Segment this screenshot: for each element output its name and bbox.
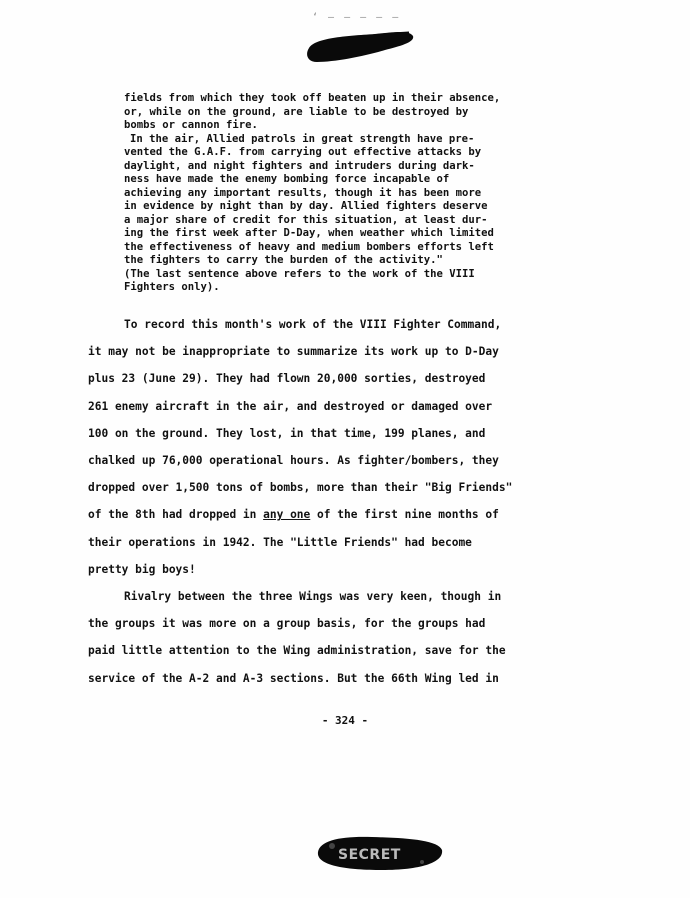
redaction-mark bbox=[305, 28, 415, 66]
quote-line: bombs or cannon fire. bbox=[124, 119, 258, 131]
quote-line: vented the G.A.F. from carrying out effective attacks by bbox=[124, 146, 482, 158]
quote-line: ing the first week after D-Day, when weather which limited bbox=[124, 227, 494, 239]
paragraph-line: dropped over 1,500 tons of bombs, more than their "Big Friends" bbox=[88, 481, 513, 495]
quote-line: ness have made the enemy bombing force incapable of bbox=[124, 173, 450, 185]
paragraph-line: 261 enemy aircraft in the air, and destroyed or damaged over bbox=[88, 399, 493, 413]
quote-line: Fighters only). bbox=[124, 281, 220, 293]
quote-line: In the air, Allied patrols in great strength have pre- bbox=[130, 132, 475, 145]
quote-line: in evidence by night than by day. Allied fighters deserve bbox=[124, 200, 488, 212]
paragraph-line: service of the A-2 and A-3 sections. But the 66th Wing led in bbox=[88, 671, 499, 685]
paragraph-line: chalked up 76,000 operational hours. As fighter/bombers, they bbox=[88, 454, 499, 468]
paragraph-line: pretty big boys! bbox=[88, 562, 196, 576]
underlined-emphasis: any one bbox=[263, 508, 311, 522]
quote-line: fields from which they took off beaten up in their absence, bbox=[124, 92, 501, 104]
quote-line: the fighters to carry the burden of the activity." bbox=[124, 254, 443, 266]
quote-line: a major share of credit for this situation, at least dur- bbox=[124, 213, 488, 226]
paragraph-line: the groups it was more on a group basis, for the groups had bbox=[88, 617, 486, 631]
quoted-passage bbox=[124, 92, 544, 295]
quote-line: achieving any important results, though it has been more bbox=[124, 186, 482, 199]
paragraph-line: Rivalry between the three Wings was very keen, though in bbox=[124, 590, 502, 604]
paragraph-line: plus 23 (June 29). They had flown 20,000 sorties, destroyed bbox=[88, 372, 486, 386]
quote-line: or, while on the ground, are liable to be destroyed by bbox=[124, 105, 469, 118]
text-segment: of the first nine months of bbox=[310, 508, 499, 522]
text-segment: of the 8th had dropped in bbox=[88, 508, 264, 522]
quote-line: the effectiveness of heavy and medium bombers efforts left bbox=[124, 240, 494, 253]
paragraph-line: their operations in 1942. The "Little Friends" had become bbox=[88, 535, 472, 549]
paragraph-line: To record this month's work of the VIII Fighter Command, bbox=[124, 318, 502, 331]
paragraph-line: 100 on the ground. They lost, in that time, 199 planes, and bbox=[88, 426, 486, 440]
body-text bbox=[88, 311, 548, 692]
paragraph-line: it may not be inappropriate to summarize its work up to D-Day bbox=[88, 345, 499, 359]
stamp-label: SECRET bbox=[338, 847, 401, 863]
paragraph-line bbox=[88, 501, 548, 528]
faint-top-marks: ‘ — — — — — bbox=[312, 12, 401, 23]
quote-line: (The last sentence above refers to the work of the VIII bbox=[124, 267, 475, 280]
paragraph-line: paid little attention to the Wing administration, save for the bbox=[88, 644, 506, 658]
page-number: - 324 - bbox=[321, 714, 369, 727]
quote-line: daylight, and night fighters and intruders during dark- bbox=[124, 159, 475, 172]
